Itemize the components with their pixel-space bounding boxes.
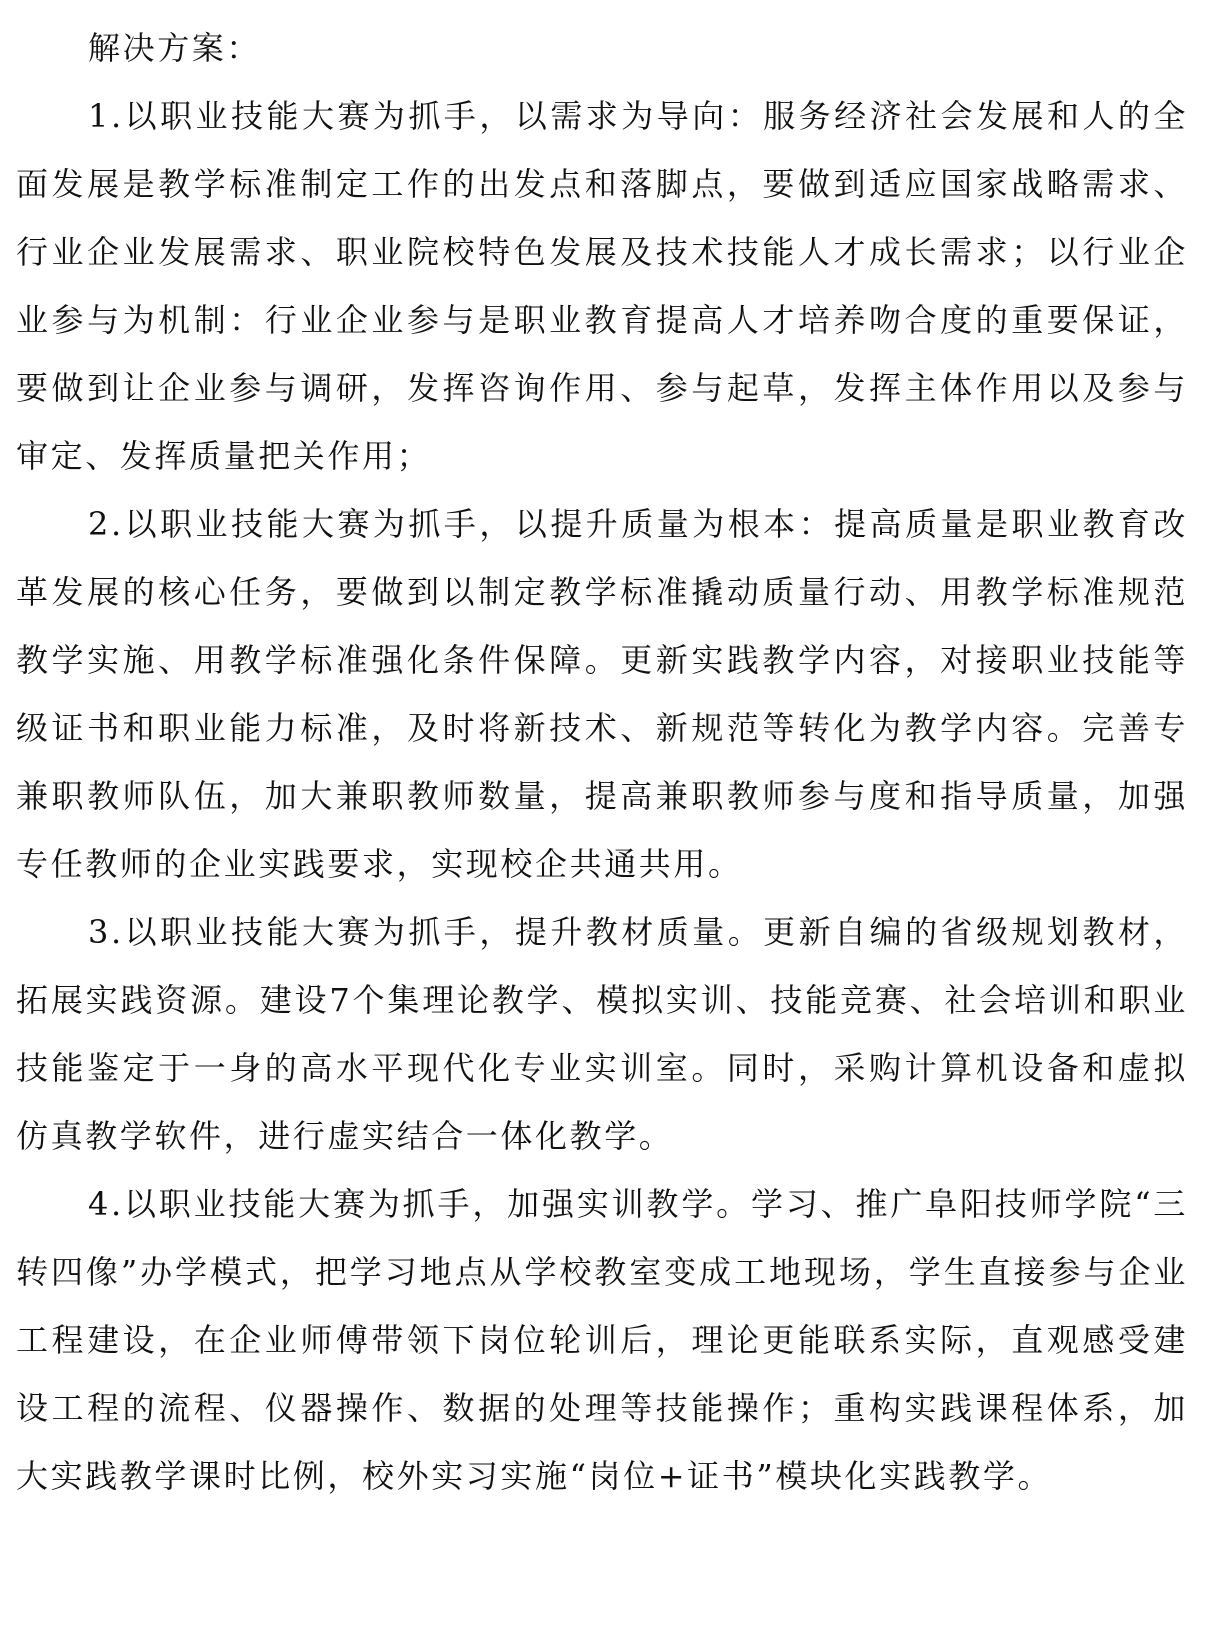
document-page — [16, 14, 1188, 1510]
paragraph-1: 1.以职业技能大赛为抓手，以需求为导向：服务经济社会发展和人的全面发展是教学标准制定工作的出发点和落脚点，要做到适应国家战略需求、行业企业发展需求、职业院校特色发展及技术技能人才成长需求；以行业企业参与为机制：行业企业参与是职业教育提高人才培养吻合度的重要保证，要做到让企业参与调研，发挥咨询作用、参与起草，发挥主体作用以及参与审定、发挥质量把关作用； — [16, 97, 1188, 475]
paragraph-4: 4.以职业技能大赛为抓手，加强实训教学。学习、推广阜阳技师学院“三转四像”办学模式，把学习地点从学校教室变成工地现场，学生直接参与企业工程建设，在企业师傅带领下岗位轮训后，理论更能联系实际，直观感受建设工程的流程、仪器操作、数据的处理等技能操作；重构实践课程体系，加大实践教学课时比例，校外实习实施“岗位+证书”模块化实践教学。 — [16, 1185, 1188, 1495]
section-heading: 解决方案： — [88, 29, 262, 67]
paragraph-2: 2.以职业技能大赛为抓手，以提升质量为根本：提高质量是职业教育改革发展的核心任务，要做到以制定教学标准撬动质量行动、用教学标准规范教学实施、用教学标准强化条件保障。更新实践教学内容，对接职业技能等级证书和职业能力标准，及时将新技术、新规范等转化为教学内容。完善专兼职教师队伍，加大兼职教师数量，提高兼职教师参与度和指导质量，加强专任教师的企业实践要求，实现校企共通共用。 — [16, 505, 1188, 883]
paragraph-3: 3.以职业技能大赛为抓手，提升教材质量。更新自编的省级规划教材，拓展实践资源。建设7个集理论教学、模拟实训、技能竞赛、社会培训和职业技能鉴定于一身的高水平现代化专业实训室。同时，采购计算机设备和虚拟仿真教学软件，进行虚实结合一体化教学。 — [16, 913, 1188, 1155]
